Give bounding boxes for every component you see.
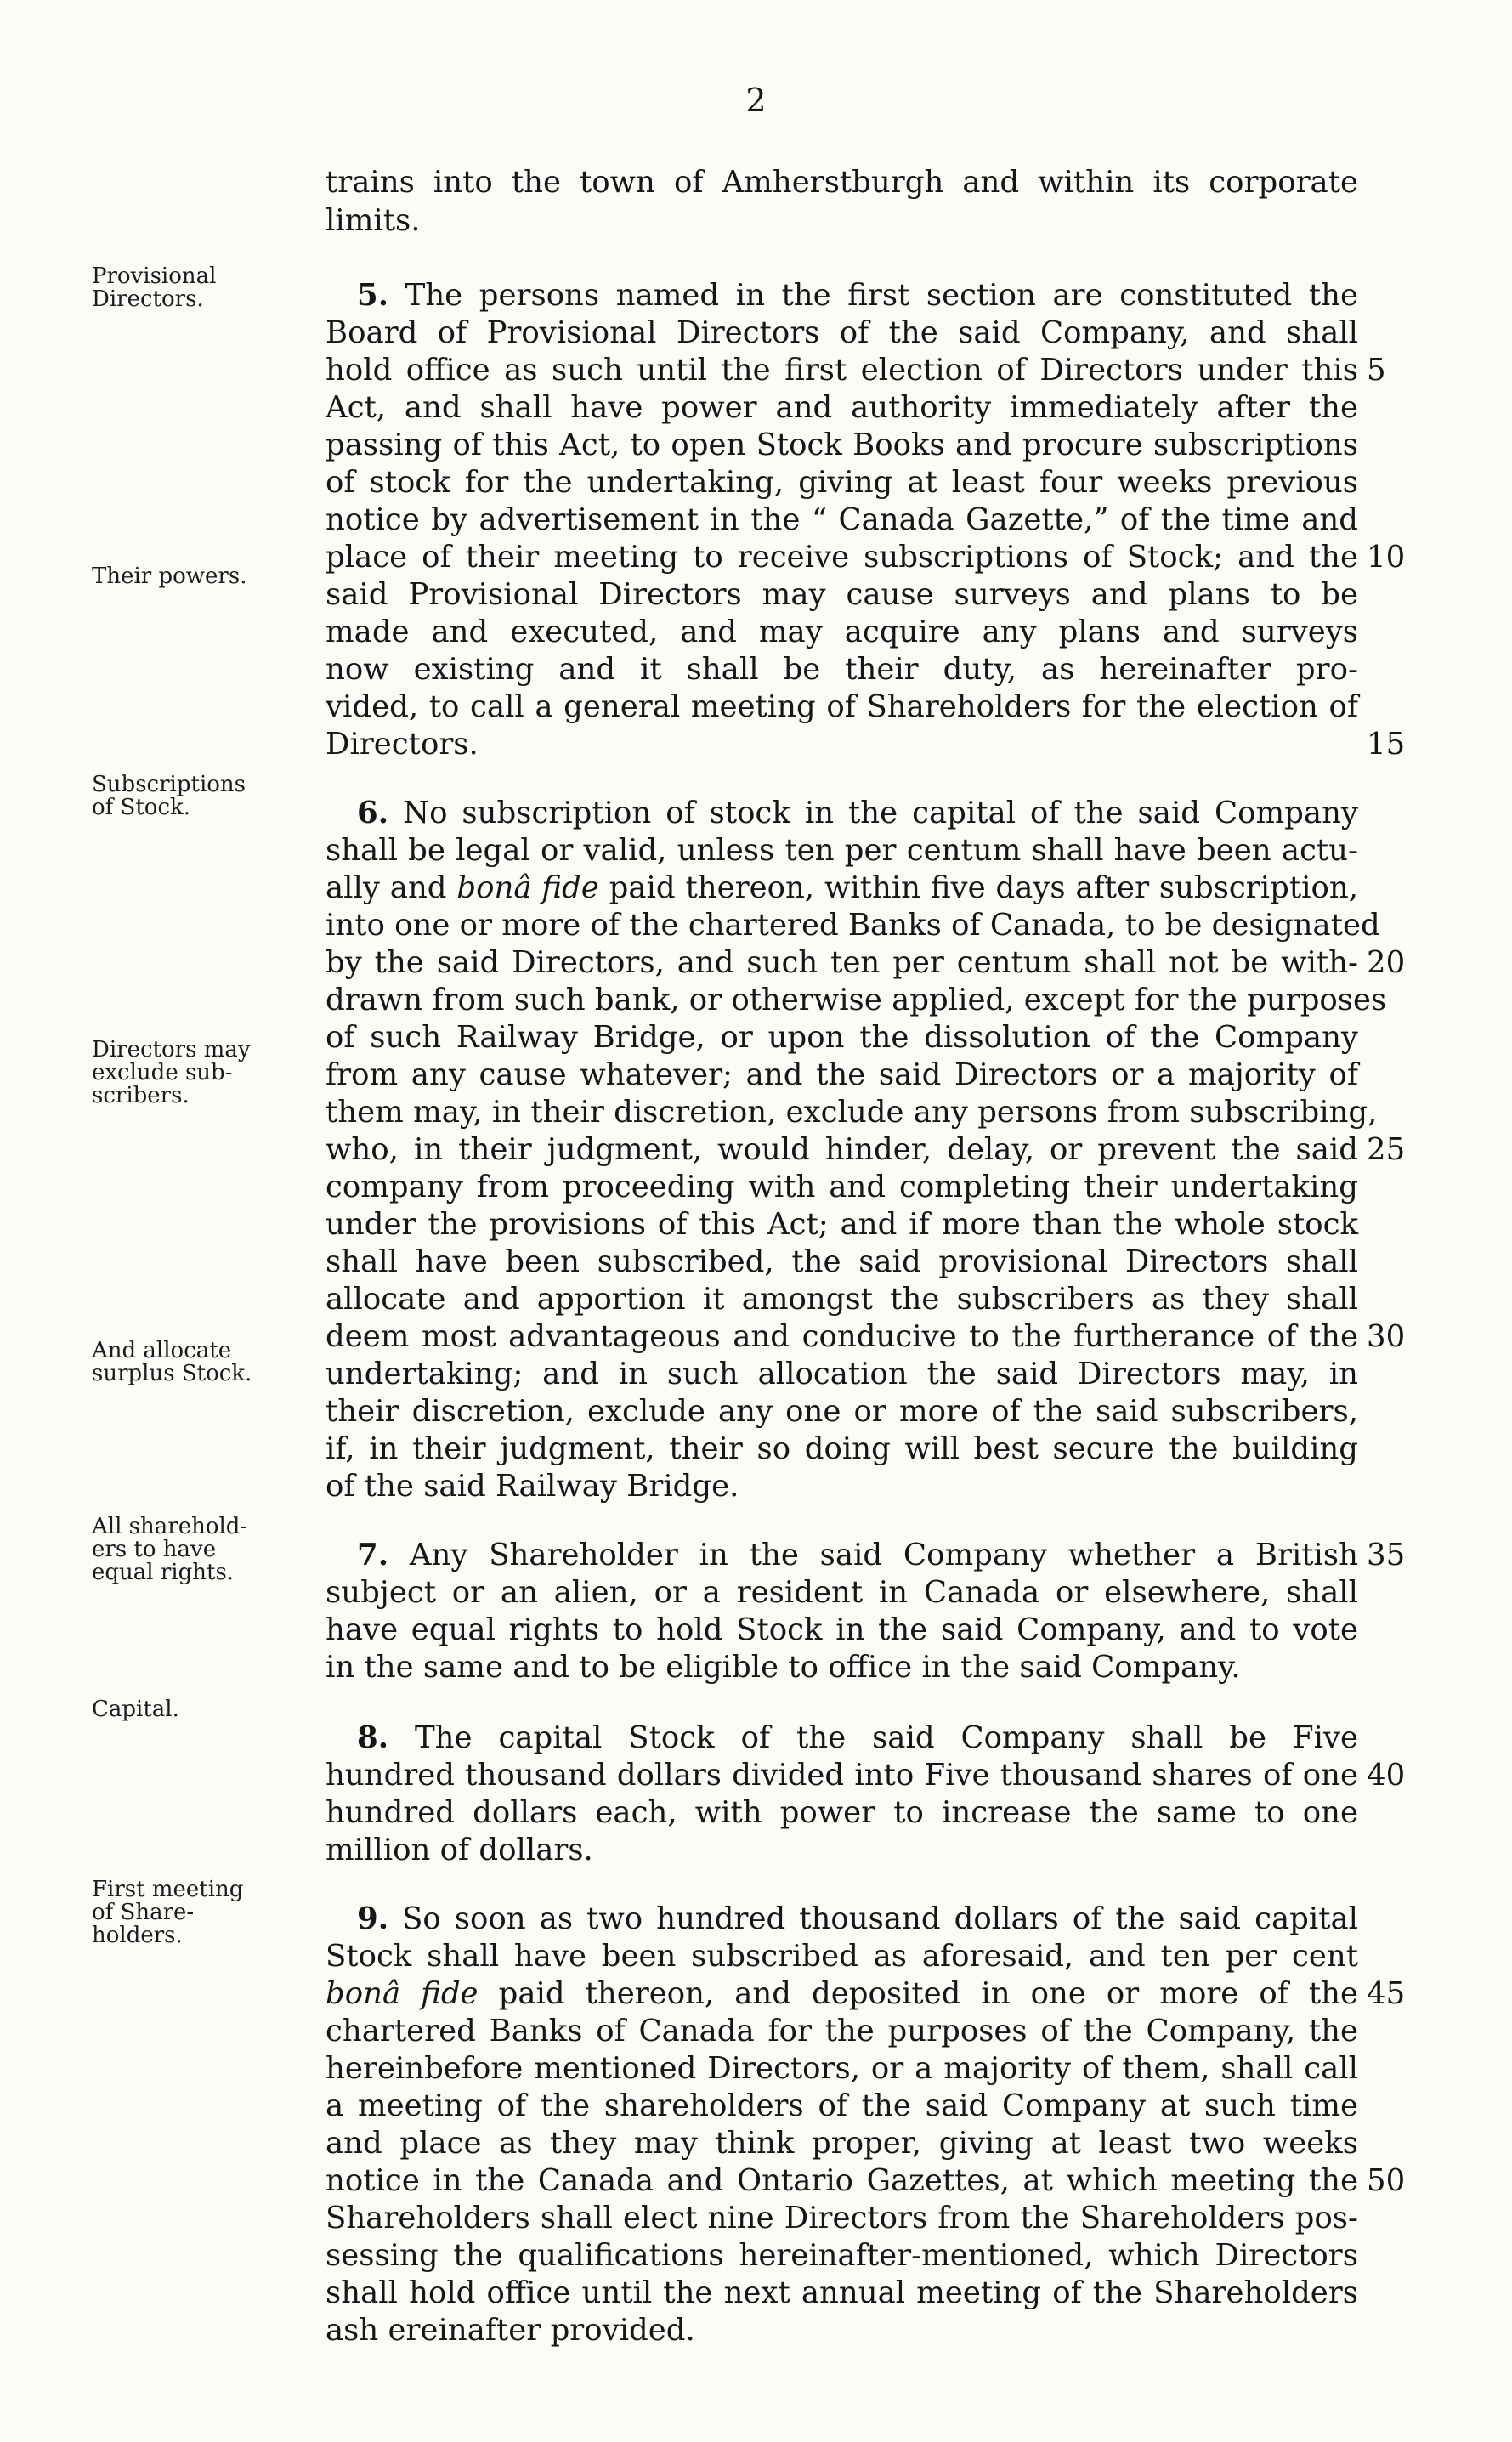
line-text: deem most advantageous and conducive to the furtherance of the <box>326 1319 1358 1354</box>
text-line <box>326 1832 1358 1869</box>
line-text: a meeting of the shareholders of the said Company at such time <box>326 2088 1358 2123</box>
line-text: made and executed, and may acquire any plans and surveys <box>326 615 1358 649</box>
margin-note-their-powers: Their powers. <box>92 564 247 589</box>
text-line <box>326 1393 1358 1431</box>
text-line <box>326 389 1358 427</box>
line-text: from any cause whatever; and the said Directors or a majority of <box>326 1057 1358 1092</box>
text-line <box>357 277 1358 314</box>
line-text: notice by advertisement in the “ Canada Gazette,” of the time and <box>326 502 1358 537</box>
text-line <box>326 2162 1358 2200</box>
text-line <box>326 688 1358 726</box>
line-text: who, in their judgment, would hinder, delay, or prevent the said <box>326 1132 1358 1167</box>
line-text: subject or an alien, or a resident in Canada or elsewhere, shall <box>326 1575 1358 1610</box>
text-line <box>326 1975 1358 2013</box>
text-line <box>326 1574 1358 1612</box>
section-number: 7. <box>357 1538 389 1572</box>
line-text: hundred dollars each, with power to increase the same to one <box>326 1795 1358 1830</box>
line-text: So soon as two hundred thousand dollars of the said capital <box>402 1901 1358 1936</box>
line-text: Act, and shall have power and authority immediately after the <box>326 390 1358 425</box>
text-line <box>326 1244 1358 1281</box>
text-line <box>326 576 1358 614</box>
line-number: 50 <box>1367 2163 1406 2198</box>
line-number: 45 <box>1367 1976 1406 2011</box>
text-line <box>326 1169 1358 1206</box>
text-line <box>326 1649 1358 1686</box>
line-text: notice in the Canada and Ontario Gazettes, at which meeting the <box>326 2163 1358 2198</box>
section-number: 5. <box>357 278 389 313</box>
text-line <box>326 1757 1358 1794</box>
line-text: Directors. <box>326 727 479 762</box>
text-line <box>326 2312 1358 2349</box>
italic-phrase: bonâ fide <box>326 1976 479 2011</box>
text-line <box>326 614 1358 651</box>
text-line <box>326 464 1358 501</box>
text-line <box>326 1057 1358 1094</box>
text-line <box>326 832 1358 870</box>
line-text: shall be legal or valid, unless ten per centum shall have been actu- <box>326 833 1358 868</box>
line-text: Shareholders shall elect nine Directors from the Shareholders pos- <box>326 2201 1358 2235</box>
line-text: drawn from such bank, or otherwise applied, except for the purposes <box>326 983 1387 1017</box>
text-line <box>326 539 1358 576</box>
line-text: undertaking; and in such allocation the said Directors may, in <box>326 1357 1358 1391</box>
line-text: Stock shall have been subscribed as aforesaid, and ten per cent <box>326 1939 1358 1974</box>
line-text: hereinbefore mentioned Directors, or a majority of them, shall call <box>326 2051 1358 2086</box>
text-line <box>326 2088 1358 2125</box>
line-text: under the provisions of this Act; and if more than the whole stock <box>326 1207 1358 1242</box>
line-text: ally and <box>326 870 447 905</box>
text-line <box>326 202 1358 240</box>
text-line <box>326 2050 1358 2088</box>
section-number: 8. <box>357 1720 389 1755</box>
line-text: in the same and to be eligible to office in the said Company. <box>326 1650 1241 1685</box>
text-line <box>326 1794 1358 1832</box>
text-line <box>357 795 1358 832</box>
section-number: 9. <box>357 1901 389 1936</box>
line-text: sessing the qualifications hereinafter-mentioned, which Directors <box>326 2238 1358 2273</box>
line-text: passing of this Act, to open Stock Books and procure subscriptions <box>326 428 1358 462</box>
text-line <box>326 2013 1358 2050</box>
line-text: of stock for the undertaking, giving at least four weeks previous <box>326 465 1358 500</box>
line-text: million of dollars. <box>326 1833 593 1867</box>
line-text: company from proceeding with and completing their undertaking <box>326 1170 1358 1204</box>
line-number: 15 <box>1367 727 1406 762</box>
line-text: and place as they may think proper, giving at least two weeks <box>326 2126 1358 2161</box>
margin-note-subscriptions-of-stock: Subscriptions of Stock. <box>92 772 246 820</box>
line-text: of the said Railway Bridge. <box>326 1469 739 1504</box>
line-text: them may, in their discretion, exclude any persons from subscribing, <box>326 1095 1378 1130</box>
line-number: 10 <box>1367 540 1406 575</box>
line-number: 35 <box>1367 1538 1406 1572</box>
text-line <box>326 1206 1358 1244</box>
text-line <box>326 944 1358 982</box>
line-text: by the said Directors, and such ten per centum shall not be with- <box>326 945 1358 980</box>
line-text: place of their meeting to receive subscriptions of Stock; and the <box>326 540 1358 575</box>
text-line <box>357 1901 1358 1938</box>
line-text: chartered Banks of Canada for the purposes of the Company, the <box>326 2014 1358 2048</box>
line-text: hold office as such until the first election of Directors under this <box>326 353 1358 388</box>
line-text: allocate and apportion it amongst the subscribers as they shall <box>326 1282 1358 1317</box>
text-line <box>357 1720 1358 1757</box>
italic-phrase: bonâ fide <box>456 870 599 905</box>
text-line <box>326 164 1358 201</box>
line-text: paid thereon, and deposited in one or more of the <box>498 1976 1358 2011</box>
line-text: trains into the town of Amherstburgh and within its corporate <box>326 165 1358 200</box>
line-text: their discretion, exclude any one or more of the said subscribers, <box>326 1394 1358 1429</box>
margin-note-first-meeting: First meeting of Share- holders. <box>92 1877 244 1948</box>
text-line <box>326 870 1358 907</box>
text-line <box>326 2237 1358 2275</box>
section-number: 6. <box>357 796 389 830</box>
line-number: 40 <box>1367 1758 1406 1793</box>
line-number: 20 <box>1367 945 1406 980</box>
text-line <box>326 2200 1358 2237</box>
margin-note-allocate-surplus: And allocate surplus Stock. <box>92 1338 252 1386</box>
text-line <box>326 501 1358 539</box>
margin-note-directors-may-exclude: Directors may exclude sub- scribers. <box>92 1037 251 1108</box>
line-text: said Provisional Directors may cause surveys and plans to be <box>326 577 1358 612</box>
text-line <box>326 1612 1358 1649</box>
page-number: 2 <box>745 82 767 119</box>
line-text: of such Railway Bridge, or upon the dissolution of the Company <box>326 1020 1358 1055</box>
line-text: into one or more of the chartered Banks of Canada, to be designated <box>326 908 1380 943</box>
text-line <box>326 1318 1358 1356</box>
text-line <box>326 907 1380 944</box>
line-text: The persons named in the first section are constituted the <box>405 278 1358 313</box>
text-line <box>326 651 1358 688</box>
text-line <box>326 1094 1378 1131</box>
text-line <box>326 2275 1358 2312</box>
text-line <box>357 1537 1358 1574</box>
text-line <box>326 1468 1358 1505</box>
line-text: paid thereon, within five days after subscription, <box>609 870 1358 905</box>
text-line <box>326 1938 1358 1975</box>
line-text: ash ereinafter provided. <box>326 2313 695 2348</box>
text-line <box>326 1431 1358 1468</box>
line-number: 5 <box>1367 353 1386 388</box>
line-text: No subscription of stock in the capital of the said Company <box>403 796 1358 830</box>
line-text: limits. <box>326 203 421 238</box>
line-text: Board of Provisional Directors of the said Company, and shall <box>326 315 1358 350</box>
text-line <box>326 352 1358 389</box>
line-text: vided, to call a general meeting of Shareholders for the election of <box>326 689 1358 724</box>
line-text: Any Shareholder in the said Company whether a British <box>409 1538 1358 1572</box>
line-text: The capital Stock of the said Company shall be Five <box>415 1720 1358 1755</box>
line-text: now existing and it shall be their duty, as hereinafter pro- <box>326 652 1358 687</box>
line-text: hundred thousand dollars divided into Five thousand shares of one <box>326 1758 1358 1793</box>
text-line <box>326 314 1358 352</box>
line-text: shall hold office until the next annual meeting of the Shareholders <box>326 2275 1358 2310</box>
text-line <box>326 1281 1358 1318</box>
text-line <box>326 1356 1358 1393</box>
line-number: 30 <box>1367 1319 1406 1354</box>
margin-note-provisional-directors: Provisional Directors. <box>92 263 217 312</box>
text-line <box>326 726 1358 763</box>
margin-note-capital: Capital. <box>92 1697 179 1722</box>
text-line <box>326 427 1358 464</box>
line-number: 25 <box>1367 1132 1406 1167</box>
text-line <box>326 1131 1358 1169</box>
line-text: have equal rights to hold Stock in the said Company, and to vote <box>326 1612 1358 1647</box>
margin-note-equal-rights: All sharehold- ers to have equal rights. <box>92 1514 248 1585</box>
text-line <box>326 982 1387 1019</box>
text-line <box>326 2125 1358 2162</box>
line-text: if, in their judgment, their so doing will best secure the building <box>326 1431 1358 1466</box>
line-text: shall have been subscribed, the said provisional Directors shall <box>326 1244 1358 1279</box>
text-line <box>326 1019 1358 1057</box>
